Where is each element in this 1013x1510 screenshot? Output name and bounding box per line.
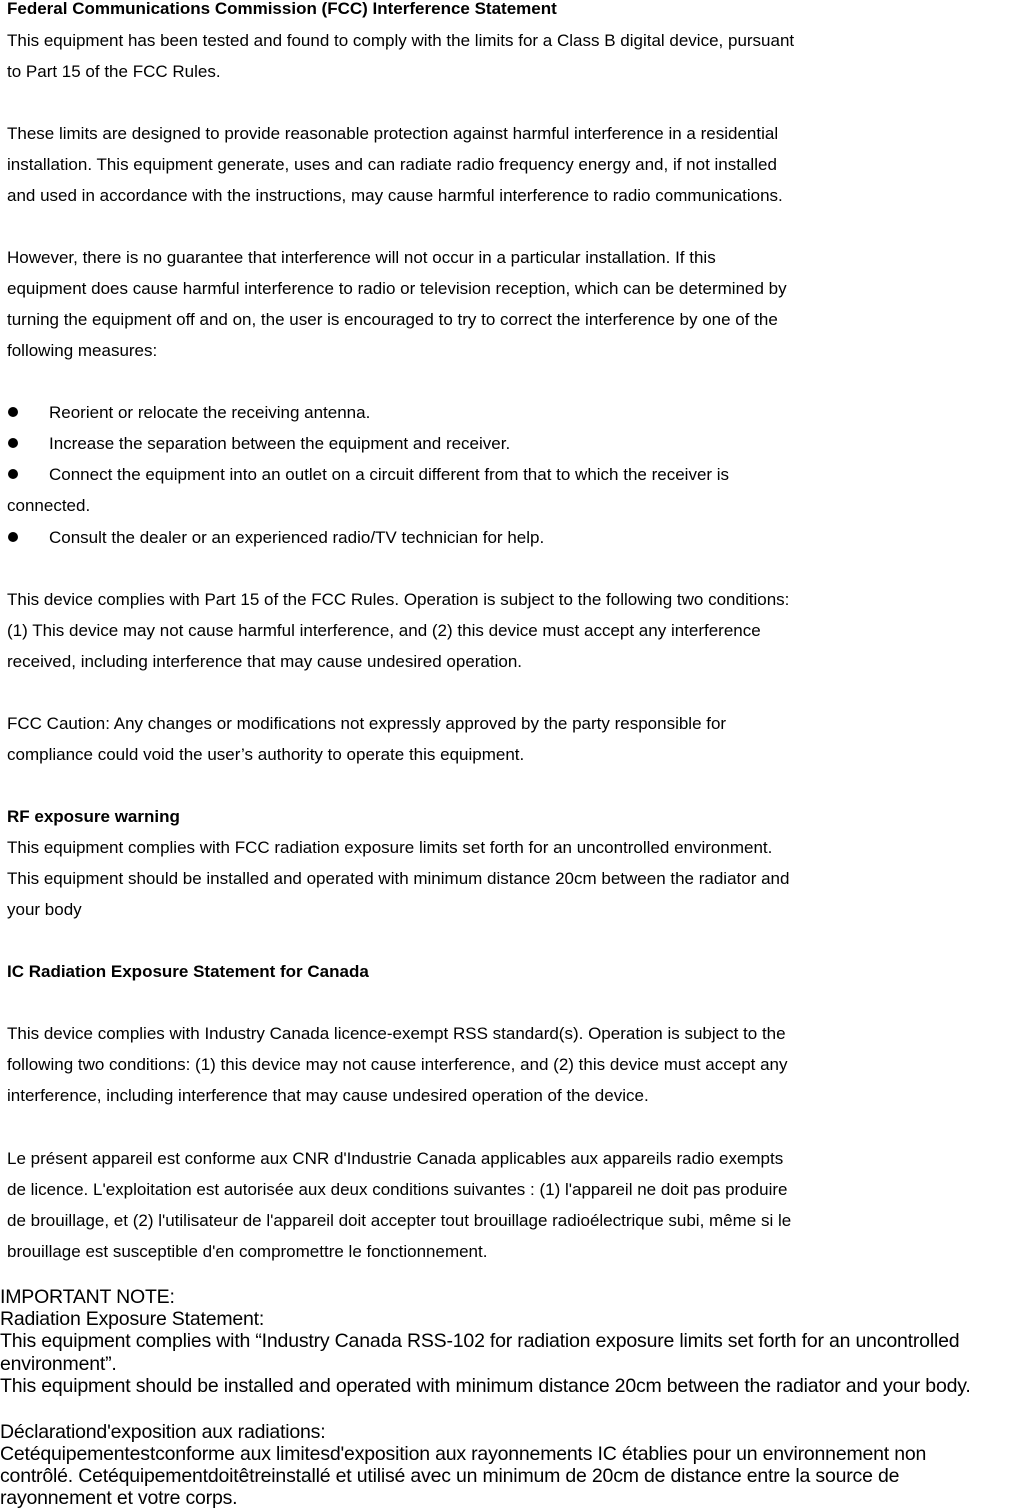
measure-item-3: Connect the equipment into an outlet on a circuit different from that to which the receiver is — [49, 465, 730, 484]
fcc-caution-line-2: compliance could void the user’s authority to operate this equipment. — [7, 745, 525, 764]
fcc-p3-line-2: equipment does cause harmful interference to radio or television reception, which can be determined by — [7, 279, 787, 298]
ic-fr-line-1: Le présent appareil est conforme aux CNR d'Industrie Canada applicables aux appareils radio exempts — [7, 1149, 784, 1168]
bullet-icon — [8, 532, 18, 542]
ic-en-line-2: following two conditions: (1) this device may not cause interference, and (2) this device must accept any — [7, 1055, 788, 1074]
note-fr-line-4: rayonnement et votre corps. — [0, 1487, 238, 1509]
rf-line-2: This equipment should be installed and operated with minimum distance 20cm between the radiator and — [7, 869, 790, 888]
rf-title: RF exposure warning — [7, 807, 180, 826]
ic-fr-line-4: brouillage est susceptible d'en compromettre le fonctionnement. — [7, 1242, 488, 1261]
measure-item-1: Reorient or relocate the receiving antenna. — [49, 403, 371, 422]
note-line-3: environment”. — [0, 1353, 117, 1375]
fcc-p2-line-2: installation. This equipment generate, uses and can radiate radio frequency energy and, if not installed — [7, 155, 777, 174]
note-line-4: This equipment should be installed and operated with minimum distance 20cm between the radiator and your body. — [0, 1375, 971, 1397]
fcc-title: Federal Communications Commission (FCC) Interference Statement — [7, 0, 557, 18]
rf-line-1: This equipment complies with FCC radiation exposure limits set forth for an uncontrolled environment. — [7, 838, 773, 857]
note-line-2: This equipment complies with “Industry Canada RSS-102 for radiation exposure limits set forth for an uncontrolled — [0, 1330, 960, 1352]
ic-en-line-1: This device complies with Industry Canada licence-exempt RSS standard(s). Operation is subject to the — [7, 1024, 786, 1043]
fcc-p4-line-1: This device complies with Part 15 of the FCC Rules. Operation is subject to the following two conditions: — [7, 590, 790, 609]
important-note-heading: IMPORTANT NOTE: — [0, 1286, 175, 1308]
fcc-p3-line-4: following measures: — [7, 341, 158, 360]
bullet-icon — [8, 438, 18, 448]
ic-title: IC Radiation Exposure Statement for Canada — [7, 962, 369, 981]
measure-item-2: Increase the separation between the equipment and receiver. — [49, 434, 511, 453]
measure-item-3-continuation: connected. — [7, 496, 91, 515]
fcc-p3-line-1: However, there is no guarantee that interference will not occur in a particular installation. If this — [7, 248, 716, 267]
bullet-icon — [8, 469, 18, 479]
ic-fr-line-3: de brouillage, et (2) l'utilisateur de l'appareil doit accepter tout brouillage radioélectrique subi, même si le — [7, 1211, 792, 1230]
fcc-caution-line-1: FCC Caution: Any changes or modifications not expressly approved by the party responsible for — [7, 714, 727, 733]
fcc-p4-line-2: (1) This device may not cause harmful interference, and (2) this device must accept any interference — [7, 621, 761, 640]
rf-line-3: your body — [7, 900, 82, 919]
fcc-p2-line-1: These limits are designed to provide reasonable protection against harmful interference in a residential — [7, 124, 779, 143]
fcc-p1-line-1: This equipment has been tested and found to comply with the limits for a Class B digital device, pursuant — [7, 31, 795, 50]
fcc-p4-line-3: received, including interference that may cause undesired operation. — [7, 652, 523, 671]
note-fr-line-1: Déclarationd'exposition aux radiations: — [0, 1421, 326, 1443]
measure-item-4: Consult the dealer or an experienced radio/TV technician for help. — [49, 528, 545, 547]
ic-fr-line-2: de licence. L'exploitation est autorisée aux deux conditions suivantes : (1) l'appareil ne doit pas produire — [7, 1180, 788, 1199]
note-fr-line-3: contrôlé. Cetéquipementdoitêtreinstallé et utilisé avec un minimum de 20cm de distance entre la source de — [0, 1465, 900, 1487]
note-fr-line-2: Cetéquipementestconforme aux limitesd'exposition aux rayonnements IC établies pour un environnement non — [0, 1443, 927, 1465]
fcc-p3-line-3: turning the equipment off and on, the user is encouraged to try to correct the interference by one of the — [7, 310, 778, 329]
fcc-p1-line-2: to Part 15 of the FCC Rules. — [7, 62, 221, 81]
fcc-p2-line-3: and used in accordance with the instructions, may cause harmful interference to radio communications. — [7, 186, 783, 205]
bullet-icon — [8, 407, 18, 417]
ic-en-line-3: interference, including interference that may cause undesired operation of the device. — [7, 1086, 649, 1105]
note-line-1: Radiation Exposure Statement: — [0, 1308, 265, 1330]
